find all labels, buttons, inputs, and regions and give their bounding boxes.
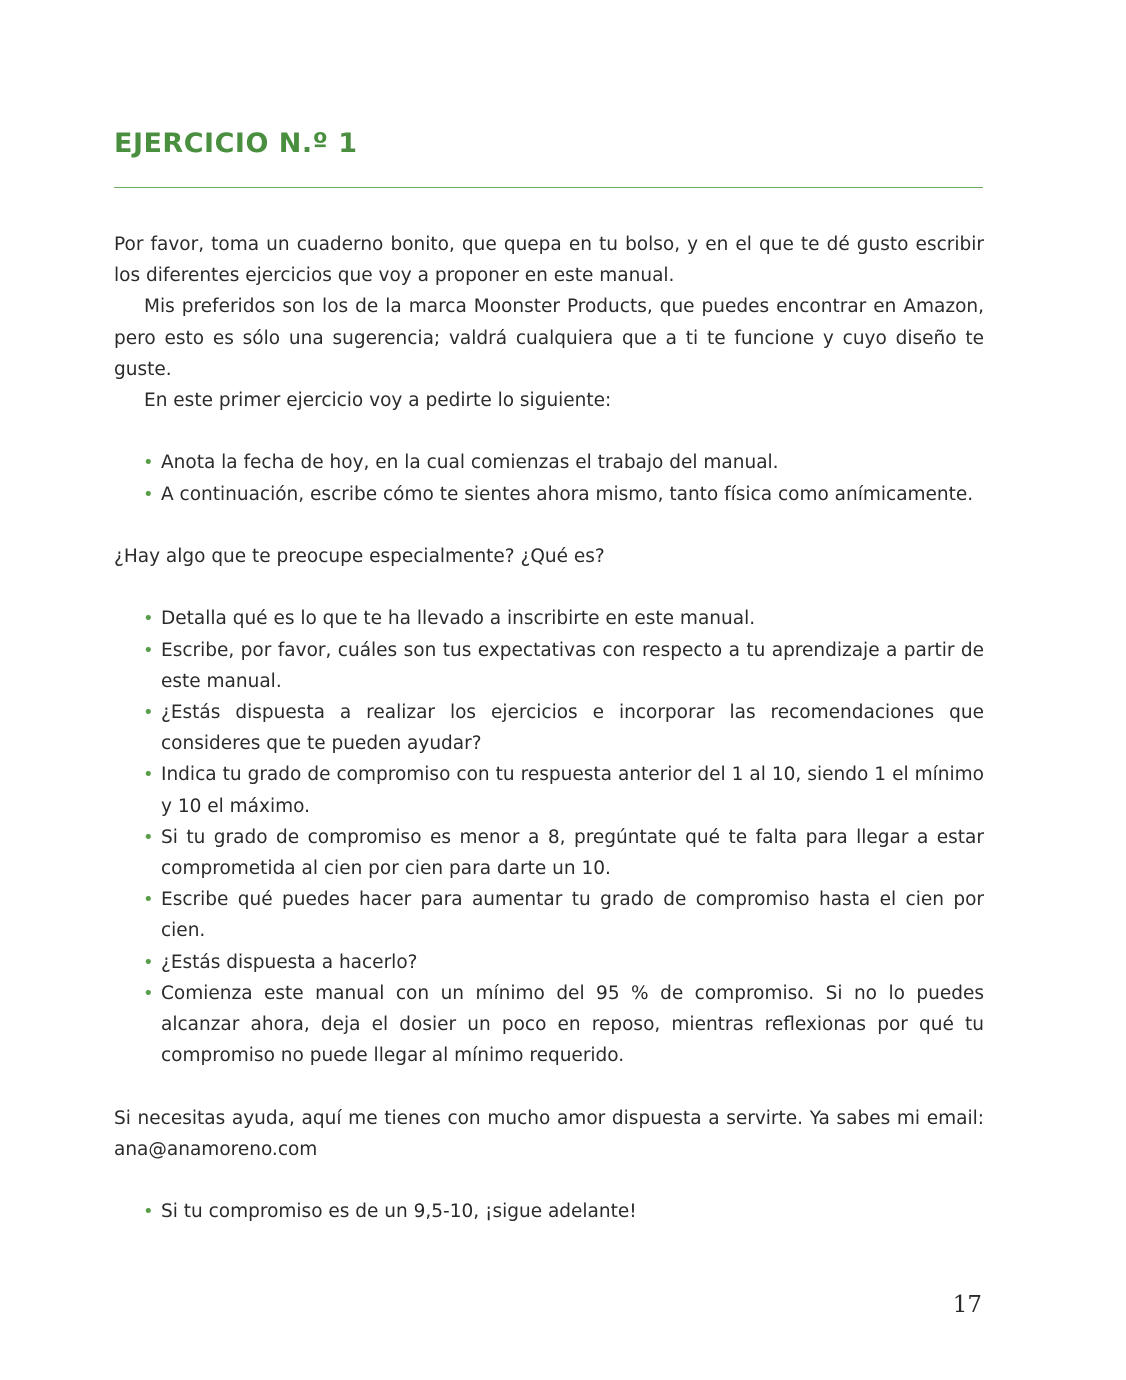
- list-item-text: Anota la fecha de hoy, en la cual comienzas el trabajo del manual.: [161, 452, 779, 474]
- list-item-text: Escribe qué puedes hacer para aumentar tu grado de compromiso hasta el cien por cien.: [161, 889, 984, 942]
- intro-paragraph-3: En este primer ejercicio voy a pedirte lo siguiente:: [144, 390, 612, 412]
- list-item-text: Indica tu grado de compromiso con tu respuesta anterior del 1 al 10, siendo 1 el mínimo y 10 el máximo.: [161, 764, 984, 817]
- list-item: [143, 603, 984, 634]
- question-paragraph: ¿Hay algo que te preocupe especialmente? ¿Qué es?: [114, 546, 605, 567]
- bullet-icon: •: [143, 982, 154, 1004]
- list-item: [143, 822, 984, 884]
- bullet-icon: •: [143, 826, 154, 848]
- list-item-text: Si tu compromiso es de un 9,5-10, ¡sigue adelante!: [161, 1201, 637, 1223]
- spacer: [114, 416, 984, 447]
- page-body: [114, 229, 984, 1227]
- bullet-icon: •: [143, 1201, 154, 1223]
- list-item-text: Escribe, por favor, cuáles son tus expectativas con respecto a tu aprendizaje a partir de este manual.: [161, 639, 984, 692]
- bullet-icon: •: [143, 483, 154, 505]
- list-item: [143, 697, 984, 759]
- list-item-text: ¿Estás dispuesta a hacerlo?: [161, 951, 418, 973]
- list-item-text: Comienza este manual con un mínimo del 95 % de compromiso. Si no lo puedes alcanzar ahora, deja el dosier un poco en reposo, mientras reflexionas por qué tu compromiso no puede llegar al mínimo requerido.: [161, 982, 984, 1067]
- bullet-icon: •: [143, 639, 154, 661]
- bullet-icon: •: [143, 889, 154, 911]
- intro-paragraph-2: Mis preferidos son los de la marca Moonster Products, que puedes encontrar en Amazon, pero esto es sólo una sugerencia; valdrá cualquiera que a ti te funcione y cuyo diseño te guste.: [114, 296, 984, 380]
- bullet-icon: •: [143, 452, 154, 474]
- exercise-title: EJERCICIO N.º 1: [114, 128, 358, 159]
- bullet-list-1: [114, 447, 984, 509]
- title-divider: [114, 187, 983, 188]
- list-item: [143, 1196, 984, 1227]
- bullet-icon: •: [143, 608, 154, 630]
- bullet-icon: •: [143, 951, 154, 973]
- list-item: [143, 635, 984, 697]
- spacer: [114, 510, 984, 541]
- spacer: [114, 1165, 984, 1196]
- intro-paragraph-1: Por favor, toma un cuaderno bonito, que quepa en tu bolso, y en el que te dé gusto escribir los diferentes ejercicios que voy a proponer en este manual.: [114, 234, 984, 287]
- bullet-list-3: [114, 1196, 984, 1227]
- list-item: [143, 978, 984, 1072]
- page-number: 17: [952, 1292, 982, 1318]
- list-item: [143, 947, 984, 978]
- list-item: [143, 759, 984, 821]
- list-item-text: Detalla qué es lo que te ha llevado a inscribirte en este manual.: [161, 608, 756, 630]
- bullet-icon: •: [143, 702, 154, 723]
- list-item-text: ¿Estás dispuesta a realizar los ejercicios e incorporar las recomendaciones que consideres que te pueden ayudar?: [161, 702, 984, 755]
- spacer: [114, 1071, 984, 1102]
- bullet-list-2: [114, 603, 984, 1071]
- list-item-text: A continuación, escribe cómo te sientes ahora mismo, tanto física como anímicamente.: [161, 483, 974, 505]
- list-item: [143, 884, 984, 946]
- help-paragraph: Si necesitas ayuda, aquí me tienes con mucho amor dispuesta a servirte. Ya sabes mi email: ana@anamoreno.com: [114, 1107, 984, 1160]
- book-page: [114, 0, 984, 1380]
- list-item-text: Si tu grado de compromiso es menor a 8, pregúntate qué te falta para llegar a estar comprometida al cien por cien para darte un 10.: [161, 826, 984, 880]
- list-item: [143, 479, 984, 510]
- spacer: [114, 572, 984, 603]
- list-item: [143, 447, 984, 478]
- bullet-icon: •: [143, 764, 154, 786]
